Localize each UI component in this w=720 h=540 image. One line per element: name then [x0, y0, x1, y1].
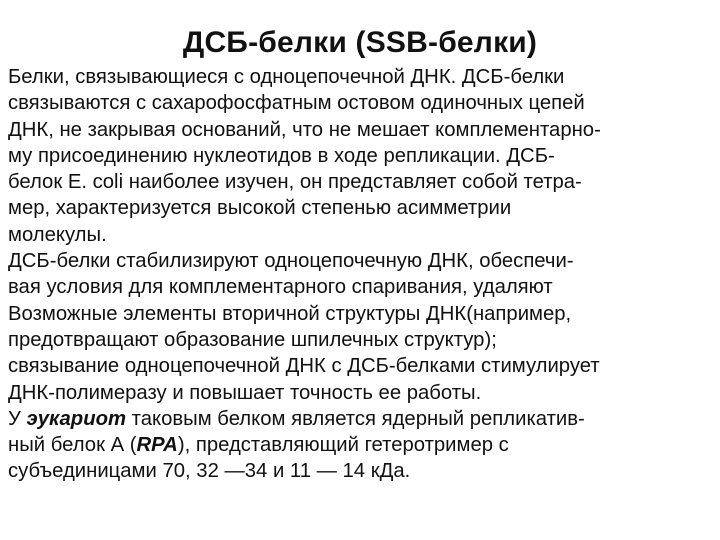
text-line-eukaryotes — [8, 406, 718, 432]
text-segment: ный белок А ( — [8, 434, 137, 457]
text-line: Белки, связывающиеся с одноцепочечной ДНК. ДСБ-белки — [8, 66, 565, 88]
text-line: предотвращают образование шпилечных структур); — [8, 328, 497, 351]
text-segment: ), представляющий гетеротример с — [177, 434, 509, 457]
slide-title: ДСБ-белки (SSB-белки) — [182, 26, 538, 59]
text-line: ДНК, не закрывая оснований, что не мешает комплементарно- — [8, 118, 601, 141]
text-line: молекулы. — [8, 223, 107, 246]
text-line: ДНК-полимеразу и повышает точность ее работы. — [8, 381, 482, 404]
text-line: связываются с сахарофосфатным остовом одиночных цепей — [8, 92, 585, 115]
text-line: ДСБ-белки стабилизируют одноцепочечную ДНК, обеспечи- — [8, 250, 574, 273]
text-line: мер, характеризуется высокой степенью асимметрии — [8, 197, 512, 220]
text-line: Возможные элементы вторичной структуры ДНК(например, — [8, 302, 572, 325]
text-line: вая условия для комплементарного спаривания, удаляют — [8, 276, 553, 299]
emphasis-rpa: RPA — [136, 434, 178, 457]
text-segment: таковым белком является ядерный репликатив- — [126, 407, 585, 430]
text-segment: У — [8, 407, 27, 430]
text-line: му присоединению нуклеотидов в ходе репликации. ДСБ- — [8, 144, 555, 167]
emphasis-eukaryotes: эукариот — [26, 407, 127, 430]
text-line: белок E. coli наиболее изучен, он представляет собой тетра- — [8, 171, 582, 194]
text-line: субъединицами 70, 32 —34 и 11 — 14 кДа. — [8, 460, 411, 483]
body-text — [8, 64, 718, 485]
text-line-rpa — [8, 432, 718, 458]
text-line: связывание одноцепочечной ДНК с ДСБ-белками стимулирует — [8, 355, 600, 378]
